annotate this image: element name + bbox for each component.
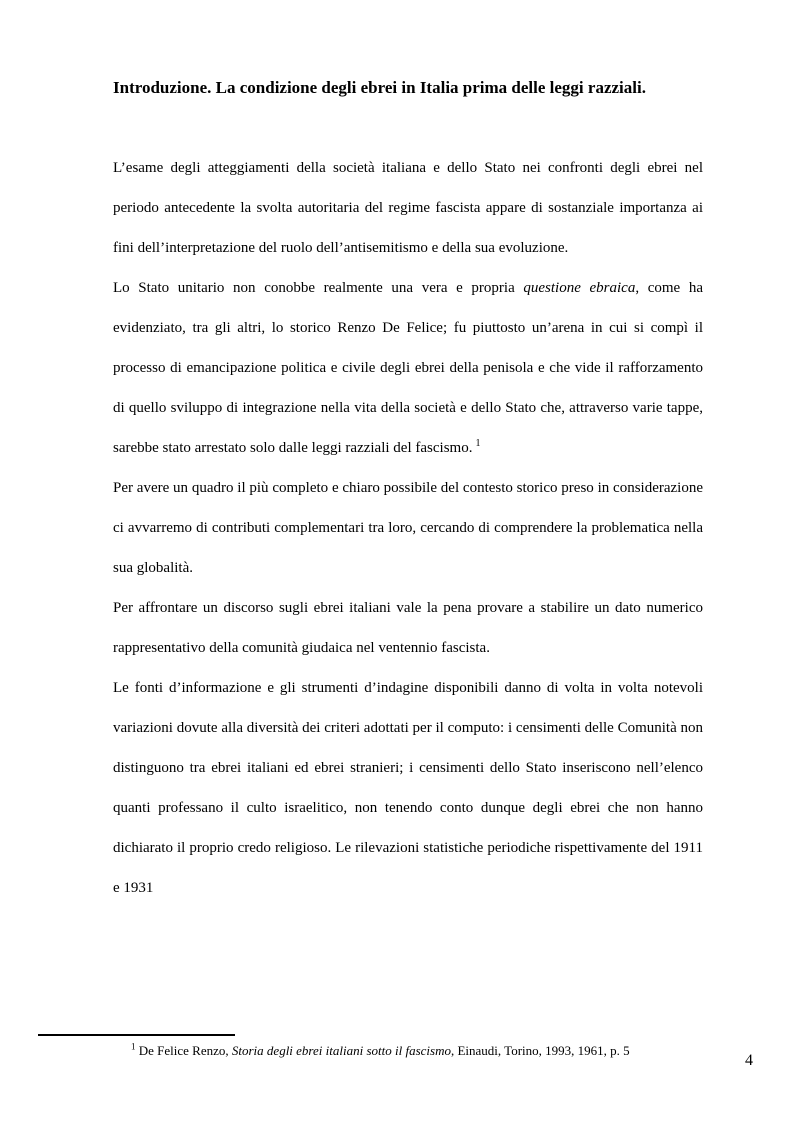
- footnote-text: [38, 1042, 663, 1060]
- section-title: Introduzione. La condizione degli ebrei in Italia prima delle leggi razziali.: [113, 78, 646, 97]
- footnote-ref: 1: [131, 1041, 136, 1052]
- paragraphs-container: [113, 148, 703, 908]
- paragraph: [113, 668, 703, 908]
- paragraph: [113, 468, 703, 588]
- text-segment: Le fonti d’informazione e gli strumenti d’indagine disponibili danno di volta in volta notevoli variazioni dovute alla diversità dei criteri adottati per il computo: i censimenti delle Comunità non distinguono tra ebrei italiani ed ebrei stranieri; i censimenti dello Stato inseriscono nell’elenco quanti professano il culto israelitico, non tenendo conto dunque degli ebrei che non hanno dichiarato il proprio credo religioso. Le rilevazioni statistiche periodiche rispettivamente del 1911 e 1931: [113, 680, 703, 896]
- footnote-ref: 1: [475, 438, 481, 449]
- document-body: [113, 68, 703, 908]
- text-segment: Per avere un quadro il più completo e chiaro possibile del contesto storico preso in considerazione ci avvarremo di contributi complementari tra loro, cercando di comprendere la problematica nella sua globalità.: [113, 480, 703, 576]
- paragraph: [113, 588, 703, 668]
- text-segment: Storia degli ebrei italiani sotto il fascismo: [231, 1043, 451, 1058]
- text-segment: , come ha evidenziato, tra gli altri, lo storico Renzo De Felice; fu piuttosto un’arena in cui si compì il processo di emancipazione politica e civile degli ebrei della penisola e che vide il rafforzamento di quello sviluppo di integrazione nella vita della società e dello Stato che, attraverso varie tappe, sarebbe stato arrestato solo dalle leggi razziali del fascismo.: [113, 280, 704, 456]
- footnote-separator: [38, 1034, 235, 1036]
- text-segment: questione ebraica: [523, 280, 636, 296]
- text-segment: Lo Stato unitario non conobbe realmente una vera e propria: [113, 280, 524, 296]
- paragraph: [113, 148, 703, 268]
- page-number: 4: [745, 1052, 753, 1069]
- text-segment: De Felice Renzo,: [135, 1043, 232, 1058]
- text-segment: , Einaudi, Torino, 1993, 1961, p. 5: [450, 1043, 630, 1058]
- text-segment: L’esame degli atteggiamenti della società italiana e dello Stato nei confronti degli ebrei nel periodo antecedente la svolta autoritaria del regime fascista appare di sostanziale importanza ai fini dell’interpretazione del ruolo dell’antisemitismo e della sua evoluzione.: [113, 160, 703, 256]
- text-segment: Per affrontare un discorso sugli ebrei italiani vale la pena provare a stabilire un dato numerico rappresentativo della comunità giudaica nel ventennio fascista.: [113, 600, 703, 656]
- paragraph: [113, 268, 703, 468]
